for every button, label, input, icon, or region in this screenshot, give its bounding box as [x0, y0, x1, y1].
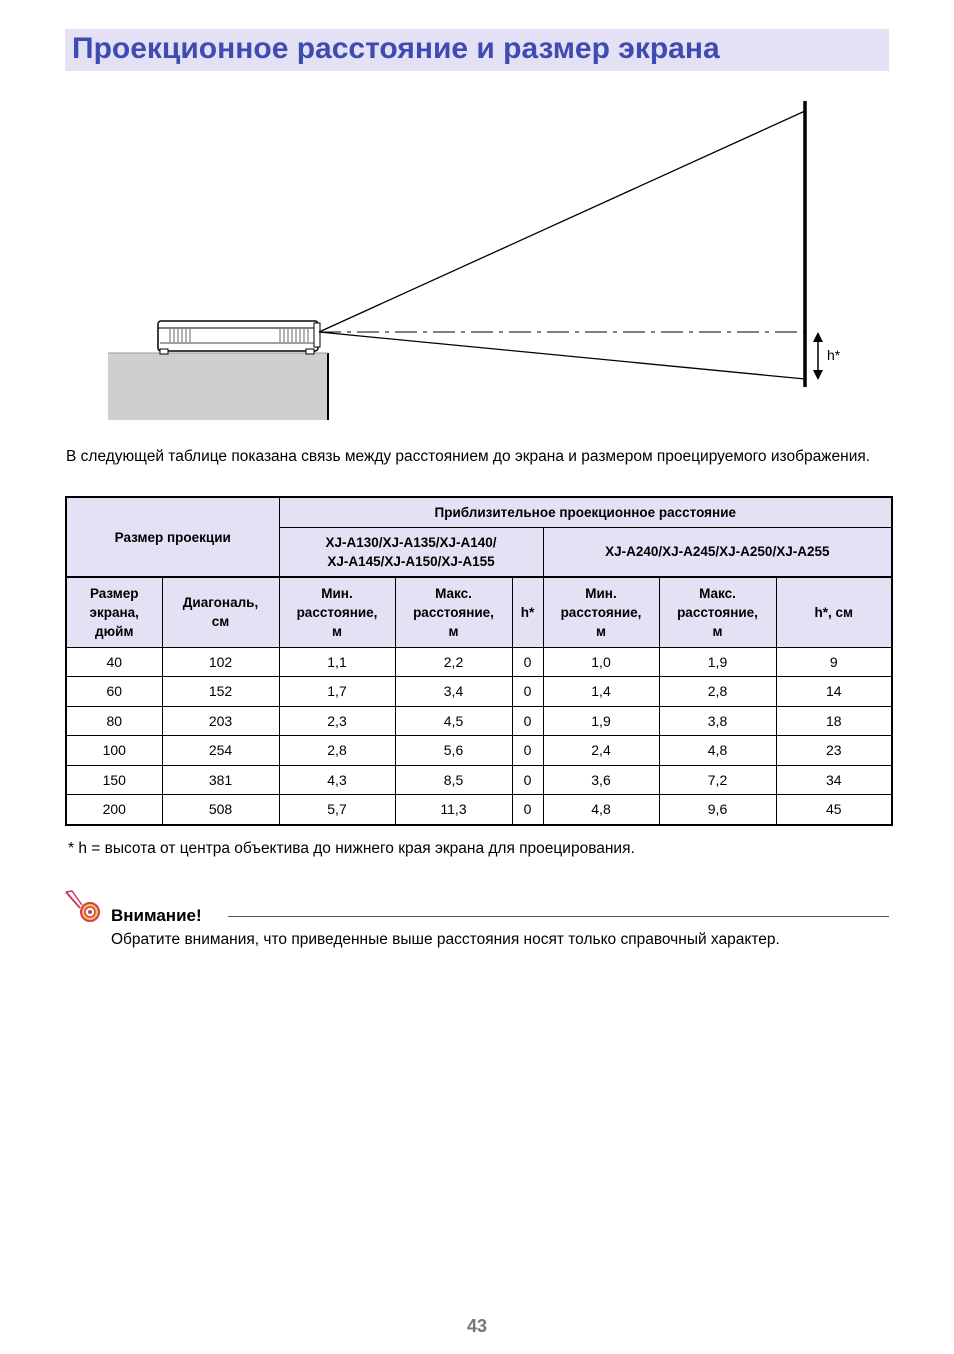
- table-cell: 1,0: [543, 647, 659, 677]
- title-bar: [65, 29, 889, 71]
- table-cell: 2,2: [395, 647, 512, 677]
- table-cell: 5,7: [279, 795, 395, 825]
- table-cell: 9: [776, 647, 892, 677]
- table-row: [66, 677, 892, 707]
- page-number: 43: [466, 1316, 488, 1336]
- table-cell: 200: [66, 795, 162, 825]
- h-label: h*: [827, 347, 841, 363]
- h-arrow-icon: [813, 332, 823, 380]
- table-cell: 2,8: [659, 677, 776, 707]
- caution-divider: [228, 916, 889, 917]
- table-cell: 1,9: [659, 647, 776, 677]
- table-cell: 23: [776, 736, 892, 766]
- table-cell: 18: [776, 706, 892, 736]
- page-title: Проекционное расстояние и размер экрана: [72, 32, 720, 65]
- table-cell: 4,8: [543, 795, 659, 825]
- table-cell: 80: [66, 706, 162, 736]
- table-cell: 381: [162, 765, 279, 795]
- table-cell: 254: [162, 736, 279, 766]
- table-row: [66, 647, 892, 677]
- table-cell: 9,6: [659, 795, 776, 825]
- stand: [108, 353, 328, 420]
- table-cell: 100: [66, 736, 162, 766]
- intro-text: В следующей таблице показана связь между расстоянием до экрана и размером проецируемого изображения.: [66, 448, 871, 465]
- col-diagonal: Диагональ, см: [162, 577, 279, 647]
- table-cell: 2,3: [279, 706, 395, 736]
- col-size-inch: Размер экрана, дюйм: [66, 577, 162, 647]
- caution-text: Обратите внимания, что приведенные выше расстояния носят только справочный характер.: [111, 931, 780, 948]
- table-cell: 40: [66, 647, 162, 677]
- table-cell: 3,6: [543, 765, 659, 795]
- table-row: [66, 765, 892, 795]
- table-row: [66, 795, 892, 825]
- table-cell: 152: [162, 677, 279, 707]
- projection-diagram: [0, 95, 954, 430]
- table-cell: 7,2: [659, 765, 776, 795]
- col-max-distance-1: Макс. расстояние, м: [395, 577, 512, 647]
- table-cell: 4,8: [659, 736, 776, 766]
- table-cell: 3,4: [395, 677, 512, 707]
- col-min-distance-2: Мин. расстояние, м: [543, 577, 659, 647]
- header-group1-models: XJ-A130/XJ-A135/XJ-A140/ XJ-A145/XJ-A150/XJ-A155: [279, 527, 543, 577]
- col-min-distance-1: Мин. расстояние, м: [279, 577, 395, 647]
- table-cell: 3,8: [659, 706, 776, 736]
- caution-title: Внимание!: [111, 906, 202, 925]
- table-cell: 0: [512, 677, 543, 707]
- table-row: [66, 706, 892, 736]
- table-cell: 0: [512, 706, 543, 736]
- table-cell: 11,3: [395, 795, 512, 825]
- table-cell: 150: [66, 765, 162, 795]
- header-projection-size: Размер проекции: [66, 497, 279, 577]
- table-cell: 4,5: [395, 706, 512, 736]
- table-cell: 1,7: [279, 677, 395, 707]
- header-approx-distance: Приблизительное проекционное расстояние: [279, 497, 892, 527]
- table-cell: 0: [512, 736, 543, 766]
- table-cell: 14: [776, 677, 892, 707]
- caution-icon: [62, 888, 106, 924]
- header-group2-models: XJ-A240/XJ-A245/XJ-A250/XJ-A255: [543, 527, 892, 577]
- table-cell: 5,6: [395, 736, 512, 766]
- table-row: [66, 736, 892, 766]
- table-cell: 1,4: [543, 677, 659, 707]
- table-cell: 2,8: [279, 736, 395, 766]
- projector-icon: [158, 321, 320, 354]
- table-cell: 203: [162, 706, 279, 736]
- projection-table: [65, 496, 893, 826]
- table-cell: 1,9: [543, 706, 659, 736]
- col-h-2: h*, см: [776, 577, 892, 647]
- table-cell: 34: [776, 765, 892, 795]
- beam-bottom: [319, 332, 805, 379]
- table-cell: 4,3: [279, 765, 395, 795]
- table-body: [66, 647, 892, 825]
- table-cell: 60: [66, 677, 162, 707]
- table-cell: 2,4: [543, 736, 659, 766]
- table-cell: 102: [162, 647, 279, 677]
- table-cell: 45: [776, 795, 892, 825]
- table-cell: 0: [512, 795, 543, 825]
- table-cell: 508: [162, 795, 279, 825]
- table-cell: 0: [512, 765, 543, 795]
- col-max-distance-2: Макс. расстояние, м: [659, 577, 776, 647]
- table-cell: 1,1: [279, 647, 395, 677]
- table-cell: 0: [512, 647, 543, 677]
- footnote: * h = высота от центра объектива до нижнего края экрана для проецирования.: [68, 840, 635, 857]
- col-h-1: h*: [512, 577, 543, 647]
- beam-top: [319, 111, 805, 332]
- table-cell: 8,5: [395, 765, 512, 795]
